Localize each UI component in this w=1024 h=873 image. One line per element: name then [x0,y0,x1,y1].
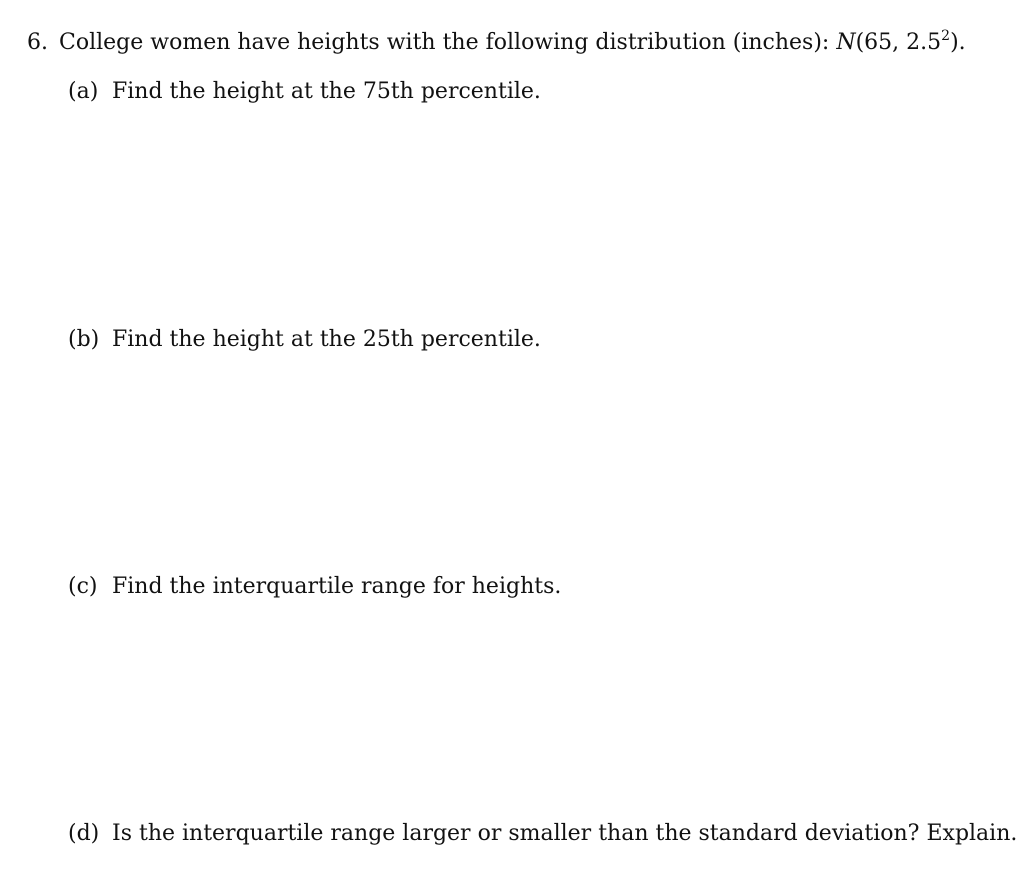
part-text: Find the height at the 25th percentile. [112,327,541,352]
question-part-d [68,819,1017,849]
problem-text: College women have heights with the following distribution (inches): [59,30,837,55]
distribution-params: (65, 2.5 [855,30,942,55]
part-label: (d) [68,821,100,846]
part-label: (b) [68,327,100,352]
part-label: (c) [68,574,98,599]
problem-number: 6. [27,30,48,55]
question-part-b [68,325,541,355]
distribution-close: ). [950,30,966,55]
part-text: Is the interquartile range larger or smaller than the standard deviation? Explain. [112,821,1018,846]
part-label: (a) [68,79,99,104]
problem-statement [27,28,966,58]
part-text: Find the height at the 75th percentile. [112,79,541,104]
variance-exponent: 2 [941,28,951,44]
question-part-a [68,77,541,107]
distribution-symbol: N [836,30,856,55]
question-part-c [68,572,561,602]
part-text: Find the interquartile range for heights. [112,574,562,599]
